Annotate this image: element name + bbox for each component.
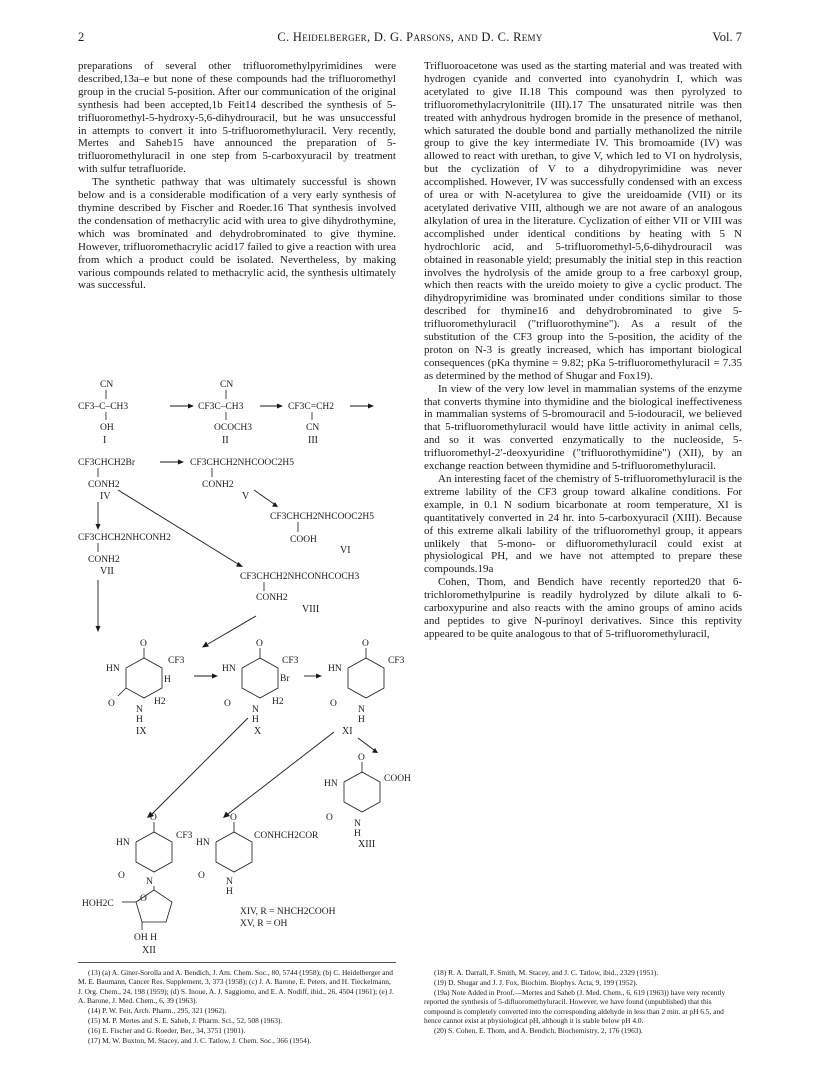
cn-group-2: CN: [220, 380, 234, 390]
compound-v-formula: CF3CHCH2NHCOOC2H5: [190, 458, 294, 468]
ix-cf3: CF3: [168, 656, 185, 666]
scheme-drawing: [78, 378, 411, 958]
compound-xii-structure: [82, 813, 193, 956]
xii-sugar-ch2oh: HOH2C: [82, 899, 114, 909]
right-paragraph-2: In view of the very low level in mammalian systems of the enzyme that converts thymine into thymidine and the biological ineffectiveness in mammalian systems of 5-bromouracil and 5-iodouracil, we believed that 5-trifluoromethyluracil would have little activity in animal cells, and so it was converted enzymatically to the nucleoside, 5-trifluoromethyl-2′-deoxyuridine ("trifluorothymidine") (XII), by an exchange reaction between thymidine and 5-trifluoromethyluracil.: [424, 382, 742, 473]
xi-hn: HN: [328, 664, 342, 674]
label-v: V: [242, 491, 250, 502]
compound-xv-label: XV, R = OH: [240, 919, 288, 929]
compound-ii-formula: CF3C–CH3: [198, 402, 244, 412]
right-paragraph-1: Trifluoroacetone was used as the starting material and was treated with hydrogen cyanide and converted into cyanohydrin I, which was acetylated to give II.18 This compound was then pyrolyzed to trifluoromethylacrylonitrile (III).17 The unsaturated nitrile was then treated with anhydrous hydrogen bromide in the presence of methanol, which saturated the double bond and partially methanolized the nitrile group to give the key intermediate IV. This bromoamide (IV) was allowed to react with urethan, to give V, which led to VI on hydrolysis, but the cyclization of V to a dihydropyrimidine was never accomplished. However, IV was successfully condensed with an excess of urea or with N-acetylurea to give the ureidoamide (VII) or its acetylated derivative VIII, although we are not aware of an analogous alkylation of urea in the literature. Cyclization of either VII or VIII was accomplished under identical conditions by heating with 5 N hydrochloric acid, and 5-trifluoromethyl-5,6-dihydrouracil was obtained in reasonable yield; presumably the initial step in this reaction involves the hydrolysis of the amide group to a free carboxyl group, which then reacts with the ureido moiety to give a cyclic product. The dihydropyrimidine was brominated under conditions similar to those described for thymine16 and dehydrobrominated to give 5-trifluoromethyluracil ("trifluorothymine"). As a result of the substitution of the CF3 group into the 5-position, the acidity of the proton on N-3 is greatly increased, which has important biological consequences (pKa thymine = 9.82; pKa 5-trifluoromethyluracil = 7.35 as determined by the method of Shugar and Fox19).: [424, 60, 742, 382]
footnote-16: (16) E. Fischer and G. Roeder, Ber., 34, 3751 (1901).: [88, 1025, 246, 1035]
label-vii: VII: [100, 566, 114, 577]
compound-iv-formula: CF3CHCH2Br: [78, 458, 136, 468]
compound-ix-structure: [106, 639, 185, 737]
footnote-19a: (19a) Note Added in Proof.—Mertes and Saheb (J. Med. Chem., 6, 619 (1963)) have very recently reported the synthesis of 5-difluoromethyluracil. However, we have found (unpublished) that this compound is completely converted into the corresponding aldehyde in less than 2 min. at pH 6.5, and hence cannot exist at physiological pH, although it is stable below pH 4.0.: [424, 987, 726, 1026]
compound-xiv-label: XIV, R = NHCH2COOH: [240, 907, 336, 917]
xiv-nh: H: [226, 887, 233, 897]
xii-hn: HN: [116, 838, 130, 848]
footnotes-right: [424, 968, 742, 1036]
xiv-n: N: [226, 877, 233, 887]
compound-vii-substituent: CONH2: [88, 555, 120, 565]
cn-group-3: CN: [306, 423, 320, 433]
xii-n: N: [146, 877, 153, 887]
right-paragraph-3: An interesting facet of the chemistry of 5-trifluoromethyluracil is the extreme lability of the CF3 group toward alkaline conditions. For example, in 0.1 N sodium bicarbonate at room temperature, XI is quantitatively converted in 24 hr. into 5-carboxyuracil (XIII). Because of this extreme alkali lability of the trifluoromethyl group, it appears unlikely that 5-mono- or difluoromethyluracil could exist at physiological PH, and we have not attempted to prepare these compounds.19a: [424, 473, 742, 576]
left-column: [78, 60, 396, 292]
cn-group-1: CN: [100, 380, 114, 390]
footnote-15: (15) M. P. Mertes and S. E. Saheb, J. Pharm. Sci., 52, 508 (1963).: [88, 1016, 283, 1026]
page-number: 2: [78, 30, 85, 44]
xii-sugar-oh-h: OH H: [134, 933, 157, 943]
ix-h2: H2: [154, 697, 166, 707]
xiii-cooh: COOH: [384, 774, 411, 784]
ix-n: N: [136, 705, 143, 715]
ix-oxygen-top: O: [140, 639, 147, 649]
compound-viii-formula: CF3CHCH2NHCONHCOCH3: [240, 572, 360, 582]
right-paragraph-4: Cohen, Thom, and Bendich have recently reported20 that 6-trichloromethylpurine is readily hydrolyzed by dilute alkali to 6-carboxypurine and also reacts with the amino groups of amino acids and peptides to give N-purinoyl derivatives. Since this reptivity appeared to be quite analogous to that of 5-trifluoromethyluracil,: [424, 576, 742, 640]
x-h2: H2: [272, 697, 284, 707]
ix-h: H: [164, 675, 171, 685]
xiv-side-chain: CONHCH2COR: [254, 831, 319, 841]
xii-oxygen-top: O: [150, 813, 157, 823]
x-n: N: [252, 705, 259, 715]
xiii-oxygen-top: O: [358, 753, 365, 763]
footnotes-left: [78, 968, 396, 1046]
left-paragraph-2: The synthetic pathway that was ultimately successful is shown below and is a considerable modification of a very early synthesis of thymine described by Fischer and Roeder.16 That synthesis involved the condensation of methacrylic acid with urea to give dihydrothymine, which was brominated and dehydrobrominated to give thymine. However, trifluoromethacrylic acid17 failed to give a reaction with urea from which a product could be isolated. Nevertheless, by making various compounds related to methacrylic acid, the synthesis ultimately was successful.: [78, 176, 396, 292]
xi-nh: H: [358, 715, 365, 725]
footnote-20: (20) S. Cohen, E. Thom, and A. Bendich, Biochemistry, 2, 176 (1963).: [434, 1025, 643, 1035]
label-xiii: XIII: [358, 839, 376, 850]
xi-oxygen-top: O: [362, 639, 369, 649]
footnote-18: (18) R. A. Darrall, F. Smith, M. Stacey, and J. C. Tatlow, ibid., 2329 (1951).: [434, 968, 659, 977]
xiii-n: N: [354, 819, 361, 829]
xii-sugar-oxygen: O: [140, 894, 147, 904]
label-xi: XI: [342, 726, 353, 737]
x-cf3: CF3: [282, 656, 299, 666]
compound-viii-substituent: CONH2: [256, 593, 288, 603]
compound-xiii-structure: [324, 753, 411, 850]
acetoxy-group: OCOCH3: [214, 423, 253, 433]
x-br: Br: [280, 674, 290, 684]
label-iii: III: [308, 435, 318, 446]
label-viii: VIII: [302, 604, 320, 615]
label-x: X: [254, 726, 262, 737]
compound-iv-substituent: CONH2: [88, 480, 120, 490]
compound-xiv-xv-structure: [196, 813, 336, 929]
label-iv: IV: [100, 491, 111, 502]
ix-hn: HN: [106, 664, 120, 674]
left-paragraph-1: preparations of several other trifluoromethylpyrimidines were described,13a–e but none of these compounds had the trifluoromethyl group in the crucial 5-position. After our communication of the original synthesis had been accepted,1b Feit14 described the synthesis of 5-trifluoromethyl-5-hydroxy-5,6-dihydrouracil, but he was unsuccessful in attempts to convert it into 5-trifluoromethyluracil. Very recently, Mertes and Saheb15 have announced the preparation of 5-trifluoromethyluracil in one step from 5-carboxyuracil by treatment with sulfur tetrafluoride.: [78, 60, 396, 176]
label-ix: IX: [136, 726, 147, 737]
footnote-19: (19) D. Shugar and J. J. Fox, Biochim. Biophys. Acta, 9, 199 (1952).: [434, 977, 638, 987]
xii-cf3: CF3: [176, 831, 193, 841]
xiii-hn: HN: [324, 779, 338, 789]
x-oxygen-bottom: O: [224, 699, 231, 709]
compound-xi-structure: [328, 639, 405, 725]
footnote-13: (13) (a) A. Giner-Sorolla and A. Bendich, J. Am. Chem. Soc., 80, 5744 (1958); (b) C. Heidelberger and M. E. Baumann, Cancer Res. Supplement, 3, 373 (1958); (c) J. A. Barone, E. Peters, and H. Tieckelmann, J. Org. Chem., 24, 198 (1959); (d) S. Inoue, A. J. Saggiomo, and E. A. Nodiff, ibid., 26, 4504 (1961); (e) J. A. Barone, J. Med. Chem., 6, 39 (1963).: [78, 968, 394, 1006]
label-vi: VI: [340, 545, 351, 556]
ix-oxygen-bottom: O: [108, 699, 115, 709]
xi-n: N: [358, 705, 365, 715]
reaction-scheme: [78, 378, 411, 958]
compound-v-substituent: CONH2: [202, 480, 234, 490]
compound-iii-formula: CF3C=CH2: [288, 402, 335, 412]
compound-x-structure: [222, 639, 299, 737]
xii-oxygen-bottom: O: [118, 871, 125, 881]
volume-label: Vol. 7: [712, 30, 742, 44]
label-ii: II: [222, 435, 229, 446]
footnote-14: (14) P. W. Feit, Arch. Pharm., 295, 321 (1962).: [88, 1006, 227, 1016]
footnote-rule: [78, 962, 396, 963]
compound-vi-substituent: COOH: [290, 535, 317, 545]
xi-oxygen-bottom: O: [330, 699, 337, 709]
x-hn: HN: [222, 664, 236, 674]
footnote-17: (17) M. W. Buxton, M. Stacey, and J. C. Tatlow, J. Chem. Soc., 366 (1954).: [88, 1035, 312, 1045]
label-xii: XII: [142, 945, 156, 956]
xiii-nh: H: [354, 829, 361, 839]
xiii-oxygen-bottom: O: [326, 813, 333, 823]
xiv-oxygen-top: O: [230, 813, 237, 823]
compound-i-formula: CF3–C–CH3: [78, 402, 129, 412]
xiv-hn: HN: [196, 838, 210, 848]
x-nh: H: [252, 715, 259, 725]
label-i: I: [103, 435, 107, 446]
compound-vi-formula: CF3CHCH2NHCOOC2H5: [270, 512, 374, 522]
ix-nh: H: [136, 715, 143, 725]
xiv-oxygen-bottom: O: [198, 871, 205, 881]
right-column: [424, 60, 742, 641]
compound-vii-formula: CF3CHCH2NHCONH2: [78, 533, 171, 543]
running-header: [78, 30, 742, 48]
oh-group-1: OH: [100, 423, 114, 433]
running-title: C. Heidelberger, D. G. Parsons, and D. C. Remy: [277, 30, 543, 44]
xi-cf3: CF3: [388, 656, 405, 666]
x-oxygen-top: O: [256, 639, 263, 649]
